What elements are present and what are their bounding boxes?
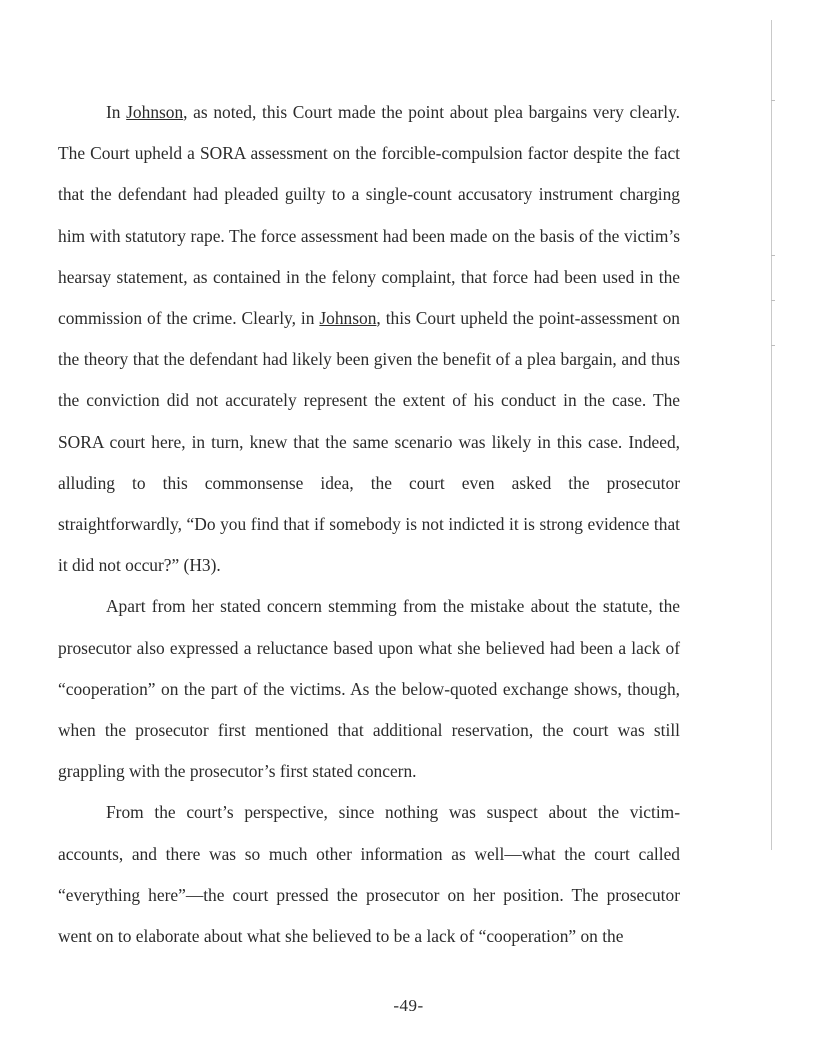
page-edge-mark xyxy=(771,345,775,346)
paragraph-1-body-1: , as noted, this Court made the point about plea bargains very clearly. The Court upheld a SORA assessment on the forcible-compulsion factor despite the fact that the defendant had pleaded guilty to a single-count accusatory instrument charging him with statutory rape. The force assessment had been made on the basis of the victim’s hearsay statement, as contained in the felony complaint, that force had been used in the commission of the crime. Clearly, in xyxy=(58,102,680,329)
paragraph-2: Apart from her stated concern stemming from the mistake about the statute, the prosecutor also expressed a reluctance based upon what she believed had been a lack of “cooperation” on the part of the victims. As the below-quoted exchange shows, though, when the prosecutor first mentioned that additional reservation, the court was still grappling with the prosecutor’s first stated concern. xyxy=(58,596,680,782)
case-name-johnson: Johnson xyxy=(319,308,377,329)
page-edge-mark xyxy=(771,300,775,301)
page-edge-mark xyxy=(771,255,775,256)
page-edge-line xyxy=(771,20,772,850)
case-name-johnson: Johnson xyxy=(126,102,184,122)
body-text xyxy=(58,92,680,957)
paragraph-1-intro: In xyxy=(106,102,127,122)
paragraph-1 xyxy=(58,92,680,586)
page-number: -49- xyxy=(393,996,424,1015)
page-edge-mark xyxy=(771,100,775,101)
paragraph-1-body-2: , this Court upheld the point-assessment on the theory that the defendant had likely been given the benefit of a plea bargain, and thus the conviction did not accurately represent the extent of his conduct in the case. The SORA court here, in turn, knew that the same scenario was likely in this case. Indeed, alluding to this commonsense idea, the court even asked the prosecutor straightforwardly, “Do you find that if somebody is not indicted it is strong evidence that it did not occur?” (H3). xyxy=(58,308,681,576)
paragraph-3: From the court’s perspective, since nothing was suspect about the victim-accounts, and there was so much other information as well—what the court called “everything here”—the court pressed the prosecutor on her position. The prosecutor went on to elaborate about what she believed to be a lack of “cooperation” on the xyxy=(58,802,680,947)
